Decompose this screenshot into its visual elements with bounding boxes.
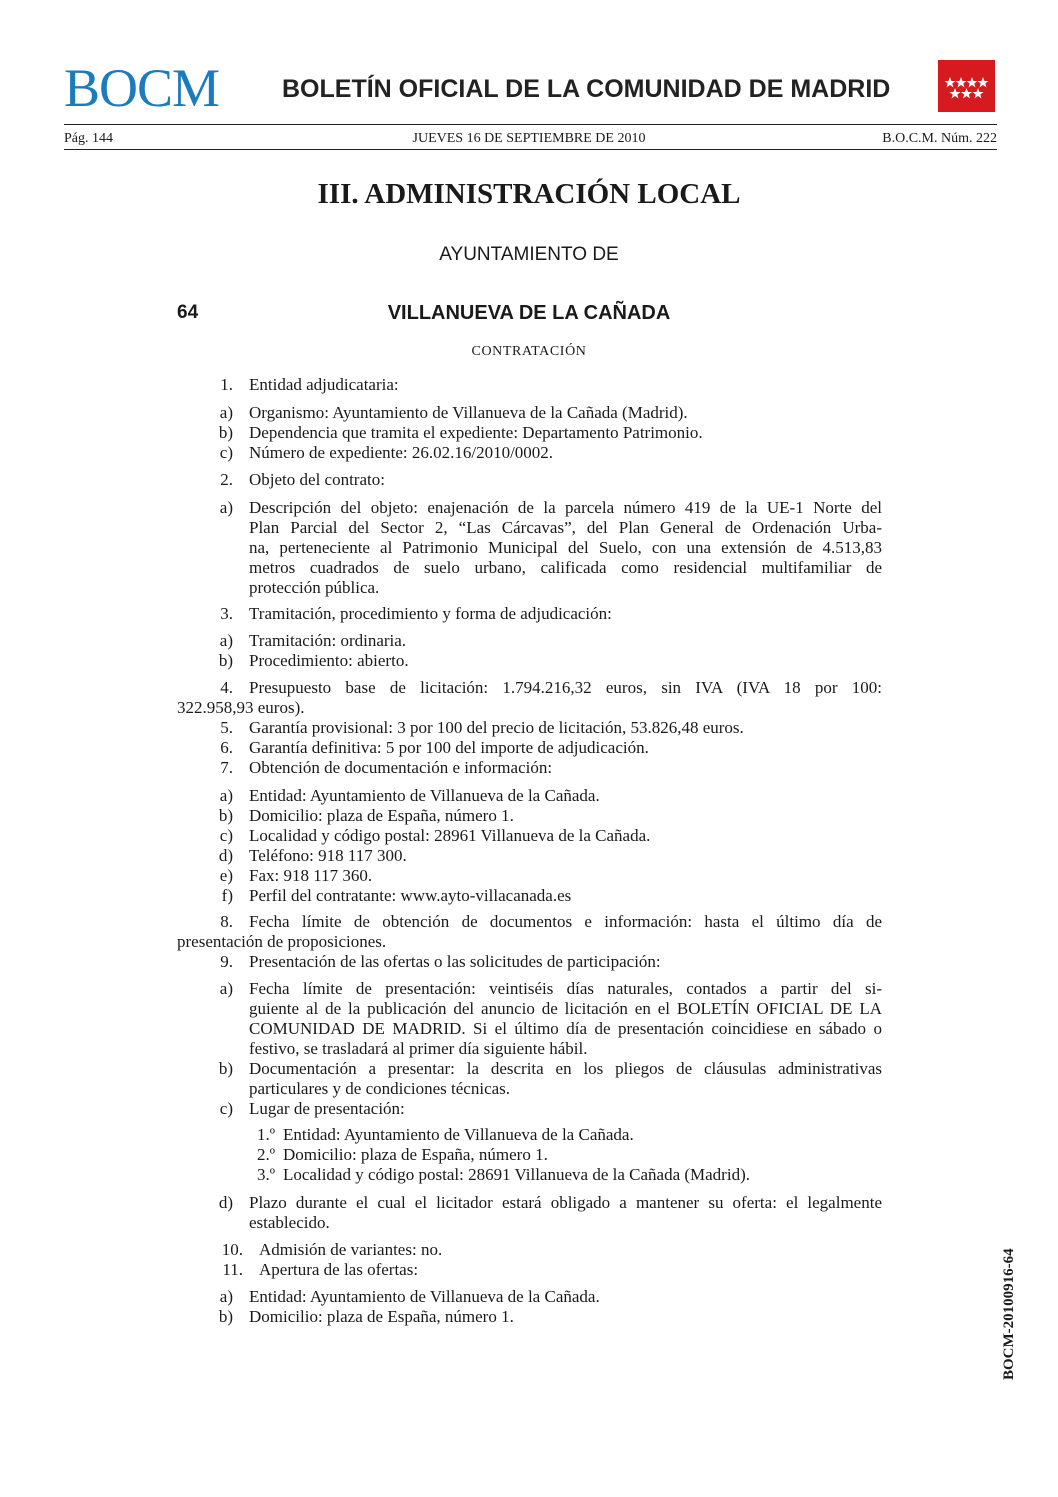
item-label: a): [219, 786, 233, 805]
page-number: Pág. 144: [64, 131, 113, 146]
item-label: a): [219, 979, 233, 998]
notice-line: Documentación a presentar: la descrita en los pliegos de cláusulas administrativas: [249, 1059, 882, 1078]
notice-line: Número de expediente: 26.02.16/2010/0002.: [249, 443, 554, 462]
issue-date: JUEVES 16 DE SEPTIEMBRE DE 2010: [412, 131, 646, 146]
notice-line: guiente al de la publicación del anuncio de licitación en el BOLETÍN OFICIAL DE LA: [249, 999, 882, 1018]
item-label: 3.: [220, 604, 233, 623]
issue-number: B.O.C.M. Núm. 222: [882, 131, 997, 146]
notice-line: Domicilio: plaza de España, número 1.: [249, 1307, 514, 1326]
notice-line: Plan Parcial del Sector 2, “Las Cárcavas”, del Plan General de Ordenación Urba-: [249, 518, 882, 537]
item-label: a): [219, 498, 233, 517]
notice-line: Obtención de documentación e información:: [249, 758, 553, 777]
item-label: a): [219, 403, 233, 422]
notice-line: Entidad: Ayuntamiento de Villanueva de la Cañada.: [249, 1287, 600, 1306]
item-label: 4.: [220, 678, 233, 697]
notice-line: Presentación de las ofertas o las solicitudes de participación:: [249, 952, 661, 971]
notice-line: Apertura de las ofertas:: [259, 1260, 419, 1279]
item-label: 2.: [220, 470, 233, 489]
item-label: 1.º: [256, 1125, 275, 1144]
notice-line: Dependencia que tramita el expediente: Departamento Patrimonio.: [249, 423, 703, 442]
item-label: 2.º: [256, 1145, 275, 1164]
item-label: 11.: [222, 1260, 243, 1279]
item-label: d): [218, 1193, 233, 1212]
notice-line: Fecha límite de obtención de documentos e información: hasta el último día de: [249, 912, 882, 931]
side-reference-code: BOCM-20100916-64: [1001, 1248, 1017, 1380]
notice-line: Descripción del objeto: enajenación de la parcela número 419 de la UE-1 Norte del: [249, 498, 882, 517]
notice-line: establecido.: [249, 1213, 330, 1232]
madrid-flag-icon: [938, 60, 995, 112]
notice-line: Domicilio: plaza de España, número 1.: [283, 1145, 548, 1164]
notice-line: presentación de proposiciones.: [177, 932, 387, 951]
municipality-title: VILLANUEVA DE LA CAÑADA: [387, 302, 671, 324]
item-label: d): [218, 846, 233, 865]
ayuntamiento-heading: AYUNTAMIENTO DE: [439, 244, 619, 265]
notice-line: Admisión de variantes: no.: [259, 1240, 443, 1259]
notice-line: Procedimiento: abierto.: [249, 651, 409, 670]
subject-heading: CONTRATACIÓN: [471, 344, 587, 359]
item-label: e): [219, 866, 233, 885]
section-title: III. ADMINISTRACIÓN LOCAL: [317, 178, 741, 210]
item-label: c): [219, 1099, 233, 1118]
notice-line: Perfil del contratante: www.ayto-villacanada.es: [249, 886, 572, 905]
notice-line: Localidad y código postal: 28691 Villanueva de la Cañada (Madrid).: [283, 1165, 750, 1184]
notice-line: Presupuesto base de licitación: 1.794.216,32 euros, sin IVA (IVA 18 por 100:: [249, 678, 882, 697]
notice-line: Objeto del contrato:: [249, 470, 385, 489]
notice-line: Domicilio: plaza de España, número 1.: [249, 806, 514, 825]
notice-line: Tramitación: ordinaria.: [249, 631, 407, 650]
item-label: 6.: [220, 738, 233, 757]
notice-line: Fecha límite de presentación: veintiséis días naturales, contados a partir del si-: [249, 979, 882, 998]
notice-line: Entidad: Ayuntamiento de Villanueva de la Cañada.: [249, 786, 600, 805]
notice-line: metros cuadrados de suelo urbano, calificada como residencial multifamiliar de: [249, 558, 882, 577]
header-rule-bottom: [64, 149, 997, 150]
header-rule-top: [64, 124, 997, 125]
notice-line: Entidad adjudicataria:: [249, 375, 399, 394]
notice-line: COMUNIDAD DE MADRID. Si el último día de presentación coincidiese en sábado o: [249, 1019, 882, 1038]
item-label: b): [218, 651, 233, 670]
item-label: 1.: [220, 375, 233, 394]
entry-number: 64: [177, 302, 199, 323]
notice-line: Garantía provisional: 3 por 100 del precio de licitación, 53.826,48 euros.: [249, 718, 744, 737]
notice-line: Organismo: Ayuntamiento de Villanueva de la Cañada (Madrid).: [249, 403, 688, 422]
notice-line: Lugar de presentación:: [249, 1099, 405, 1118]
notice-line: Tramitación, procedimiento y forma de adjudicación:: [249, 604, 612, 623]
item-label: b): [218, 1307, 233, 1326]
item-label: a): [219, 631, 233, 650]
notice-line: particulares y de condiciones técnicas.: [249, 1079, 511, 1098]
item-label: f): [221, 886, 233, 905]
notice-line: festivo, se trasladará al primer día siguiente hábil.: [249, 1039, 588, 1058]
bocm-logo: BOCM: [64, 58, 220, 118]
notice-line: Teléfono: 918 117 300.: [249, 846, 407, 865]
notice-line: Entidad: Ayuntamiento de Villanueva de la Cañada.: [283, 1125, 634, 1144]
item-label: b): [218, 1059, 233, 1078]
item-label: a): [219, 1287, 233, 1306]
notice-line: Plazo durante el cual el licitador estará obligado a mantener su oferta: el legalmente: [249, 1193, 882, 1212]
notice-line: 322.958,93 euros).: [177, 698, 305, 717]
notice-line: protección pública.: [249, 578, 380, 597]
item-label: 3.º: [256, 1165, 275, 1184]
notice-line: Localidad y código postal: 28961 Villanueva de la Cañada.: [249, 826, 651, 845]
notice-line: na, perteneciente al Patrimonio Municipal del Suelo, con una extensión de 4.513,83: [249, 538, 882, 557]
item-label: 10.: [221, 1240, 243, 1259]
notice-line: Garantía definitiva: 5 por 100 del importe de adjudicación.: [249, 738, 649, 757]
notice-line: Fax: 918 117 360.: [249, 866, 373, 885]
item-label: 7.: [220, 758, 233, 777]
item-label: 9.: [220, 952, 233, 971]
item-label: 5.: [220, 718, 233, 737]
item-label: c): [219, 826, 233, 845]
masthead-title: BOLETÍN OFICIAL DE LA COMUNIDAD DE MADRID: [282, 75, 891, 103]
item-label: 8.: [220, 912, 233, 931]
item-label: c): [219, 443, 233, 462]
item-label: b): [218, 423, 233, 442]
item-label: b): [218, 806, 233, 825]
